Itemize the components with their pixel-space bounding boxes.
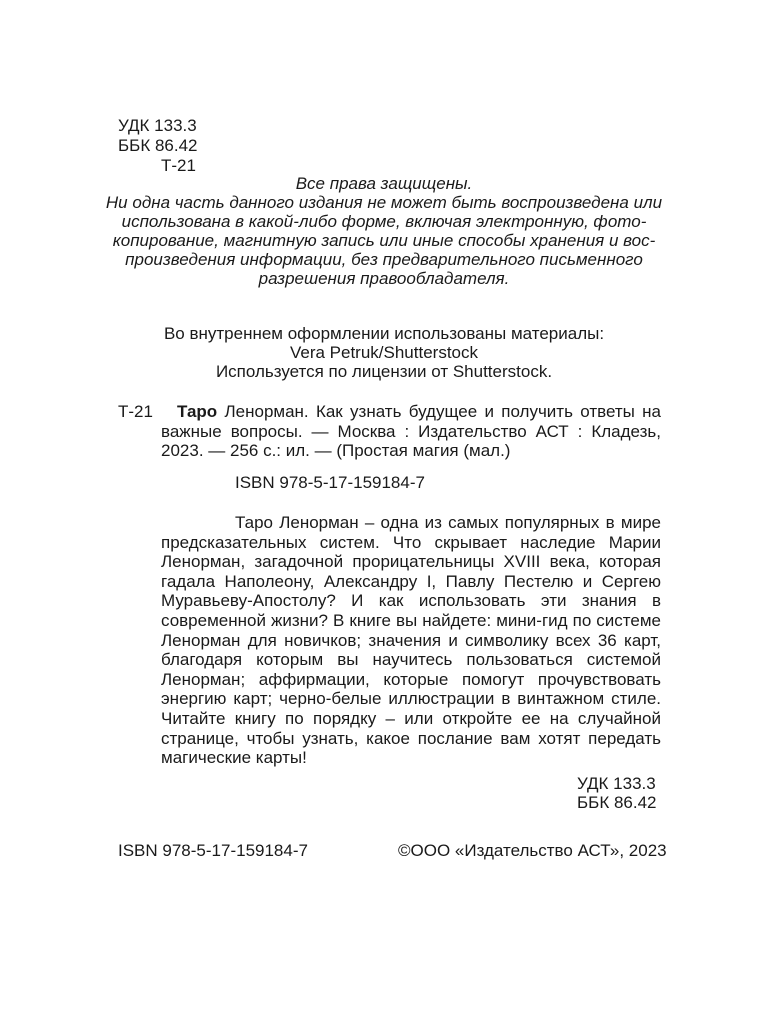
rights-line-6: разрешения правообладателя. xyxy=(258,269,510,288)
bibliographic-description xyxy=(161,402,661,461)
materials-line-2: Vera Petruk/Shutterstock xyxy=(289,343,479,362)
bbk-code-bottom: ББК 86.42 xyxy=(577,793,657,812)
author-mark-top: Т-21 xyxy=(161,156,196,175)
bbk-code-top: ББК 86.42 xyxy=(118,136,198,155)
rights-line-1: Все права защищены. xyxy=(295,174,473,193)
udk-code-bottom: УДК 133.3 xyxy=(577,774,656,793)
rights-line-3: использована в какой-либо форме, включая электронную, фото- xyxy=(121,212,647,231)
footer-isbn: ISBN 978-5-17-159184-7 xyxy=(118,841,308,860)
bibliographic-title: Таро xyxy=(177,402,218,421)
materials-line-1: Во внутреннем оформлении использованы материалы: xyxy=(163,324,605,343)
rights-line-5: произведения информации, без предварительного письменного xyxy=(125,250,643,269)
materials-line-3: Используется по лицензии от Shutterstock. xyxy=(215,362,553,381)
footer-copyright: ©ООО «Издательство АСТ», 2023 xyxy=(398,841,667,860)
rights-line-4: копирование, магнитную запись или иные способы хранения и вос- xyxy=(112,231,656,250)
udk-code-top: УДК 133.3 xyxy=(118,116,197,135)
bibliographic-mark: Т-21 xyxy=(118,402,153,421)
annotation-paragraph: Таро Ленорман – одна из самых популярных в мире предсказательных систем. Что скрывает наследие Марии Ленорман, загадочной прорицательницы XVIII века, которая гадала Наполеону, Александру I, Павлу Пестелю и Сергею Муравьеву-Апостолу? И как использовать эти знания в современной жизни? В книге вы найдете: мини-гид по системе Ленорман для новичков; значения и символику всех 36 карт, благодаря которым вы научитесь пользоваться системой Ленорман; аффирмации, которые помогут прочувствовать энергию карт; черно-белые иллюстрации в винтажном стиле. Читайте книгу по порядку – или откройте ее на случайной странице, чтобы узнать, какое послание вам хотят передать магические карты! xyxy=(161,513,661,768)
rights-line-2: Ни одна часть данного издания не может быть воспроизведена или xyxy=(105,193,663,212)
bibliographic-description-text: Ленорман. Как узнать будущее и получить ответы на важные вопросы. — Москва : Издательство АСТ : Кладезь, 2023. — 256 с.: ил. — (Простая магия (мал.) xyxy=(161,402,661,461)
isbn-bibliographic: ISBN 978-5-17-159184-7 xyxy=(235,473,425,492)
